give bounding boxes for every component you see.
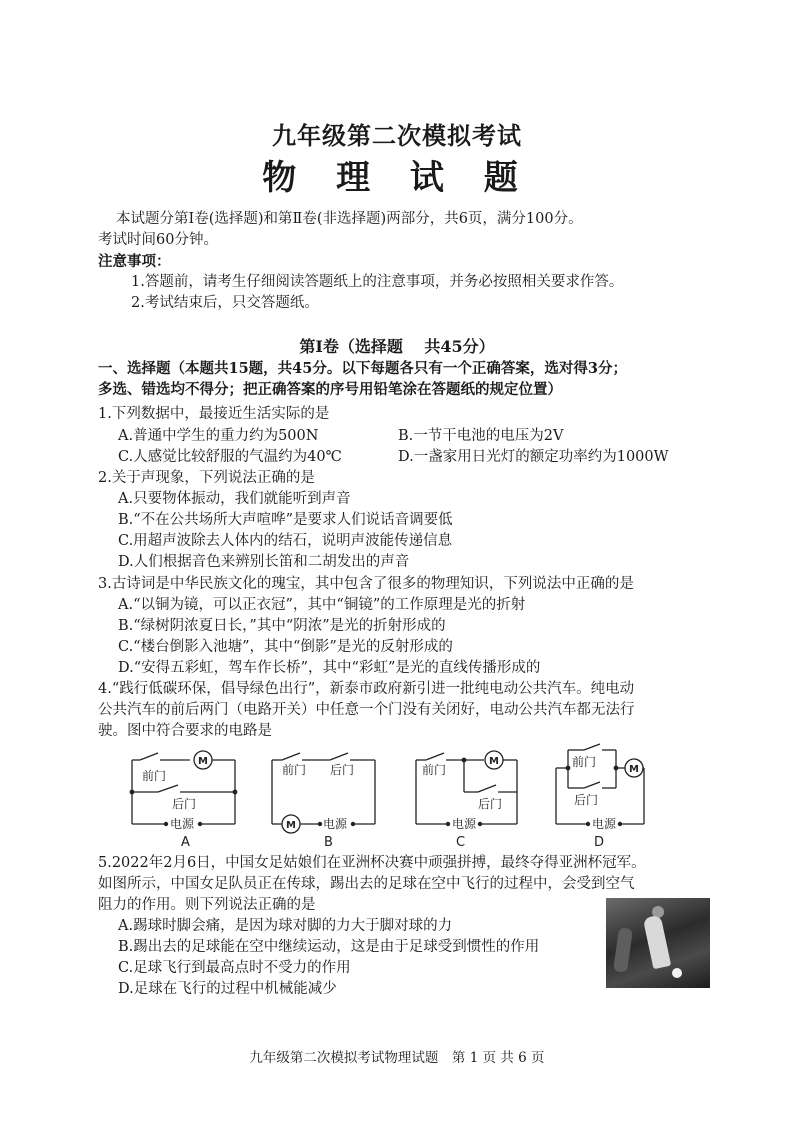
circuit-c-front-label: 前门: [422, 763, 447, 777]
circuit-c: [416, 751, 517, 824]
subject-title: 物 理 试 题: [262, 158, 532, 198]
circuit-c-motor-label: M: [489, 756, 499, 767]
page-footer: 九年级第二次模拟考试物理试题 第 1 页 共 6 页: [249, 1050, 545, 1066]
circuit-b-back-label: 后门: [330, 763, 355, 777]
q3-option-a: A.“以铜为镜，可以正衣冠”，其中“铜镜”的工作原理是光的折射: [118, 597, 526, 613]
q3-option-b: B.“绿树阴浓夏日长，”其中“阴浓”是光的折射形成的: [118, 618, 446, 634]
circuit-c-source-label: 电源: [452, 817, 477, 831]
football: [672, 968, 682, 978]
intro-line-2: 考试时间60分钟。: [98, 232, 218, 248]
q5-option-a: A.踢球时脚会痛，是因为球对脚的力大于脚对球的力: [118, 918, 453, 934]
circuit-d-caption: D: [594, 835, 605, 850]
circuit-a-source-label: 电源: [170, 817, 195, 831]
player-figure: [643, 915, 671, 970]
section-instruction-2: 多选、错选均不得分；把正确答案的序号用铅笔涂在答题纸的规定位置）: [98, 381, 562, 398]
circuit-a-front-label: 前门: [142, 769, 167, 783]
circuit-d-motor-label: M: [629, 764, 639, 775]
q4-line-1: 4.“践行低碳环保，倡导绿色出行”，新泰市政府新引进一批纯电动公共汽车。纯电动: [98, 681, 635, 697]
circuit-b-caption: B: [324, 835, 333, 850]
q1-option-c: C.人感觉比较舒服的气温约为40℃: [118, 449, 342, 465]
intro-line-1: 本试题分第Ⅰ卷(选择题)和第Ⅱ卷(非选择题)两部分，共6页，满分100分。: [116, 211, 583, 227]
notice-title: 注意事项：: [98, 253, 171, 270]
defender-figure: [613, 927, 633, 973]
q5-option-d: D.足球在飞行的过程中机械能减少: [118, 981, 337, 997]
q2-stem: 2.关于声现象，下列说法正确的是: [98, 470, 315, 486]
q3-stem: 3.古诗词是中华民族文化的瑰宝，其中包含了很多的物理知识，下列说法中正确的是: [98, 576, 634, 592]
q3-option-c: C.“楼台倒影入池塘”，其中“倒影”是光的反射形成的: [118, 639, 453, 655]
circuit-diagrams: [0, 740, 794, 852]
circuit-c-back-label: 后门: [478, 797, 503, 811]
q4-line-2: 公共汽车的前后两门（电路开关）中任意一个门没有关闭好，电动公共汽车都无法行: [98, 702, 635, 718]
circuit-d: [556, 744, 644, 824]
section-instruction-1: 一、选择题（本题共15题，共45分。以下每题各只有一个正确答案，选对得3分；: [98, 360, 627, 377]
circuit-d-back-label: 后门: [574, 793, 599, 807]
q5-line-3: 阻力的作用。则下列说法正确的是: [98, 897, 316, 913]
circuit-a-back-label: 后门: [172, 797, 197, 811]
q5-line-2: 如图所示，中国女足队员正在传球，踢出去的足球在空中飞行的过程中，会受到空气: [98, 876, 635, 892]
circuit-b-source-label: 电源: [323, 817, 348, 831]
circuit-a: [132, 751, 235, 824]
exam-title: 九年级第二次模拟考试: [272, 121, 522, 150]
circuit-a-motor-label: M: [198, 756, 208, 767]
notice-item-1: 1.答题前，请考生仔细阅读答题纸上的注意事项，并务必按照相关要求作答。: [131, 274, 624, 290]
notice-item-2: 2.考试结束后，只交答题纸。: [131, 295, 319, 311]
q4-line-3: 驶。图中符合要求的电路是: [98, 723, 272, 739]
q3-option-d: D.“安得五彩虹，驾车作长桥”，其中“彩虹”是光的直线传播形成的: [118, 660, 541, 676]
circuit-b-motor-label: M: [286, 820, 296, 831]
q2-option-a: A.只要物体振动，我们就能听到声音: [118, 491, 351, 507]
q2-option-b: B.“不在公共场所大声喧哗”是要求人们说话音调要低: [118, 512, 453, 528]
q5-option-c: C.足球飞行到最高点时不受力的作用: [118, 960, 351, 976]
q1-option-a: A.普通中学生的重力约为500N: [118, 428, 319, 444]
circuit-a-caption: A: [181, 835, 190, 850]
circuit-d-source-label: 电源: [592, 817, 617, 831]
q5-option-b: B.踢出去的足球能在空中继续运动，这是由于足球受到惯性的作用: [118, 939, 540, 955]
circuit-b-front-label: 前门: [282, 763, 307, 777]
section-title: 第Ⅰ卷（选择题 共45分）: [299, 337, 495, 356]
circuit-c-caption: C: [456, 835, 466, 850]
q1-option-d: D.一盏家用日光灯的额定功率约为1000W: [398, 449, 669, 465]
q1-option-b: B.一节干电池的电压为2V: [398, 428, 564, 444]
q2-option-c: C.用超声波除去人体内的结石，说明声波能传递信息: [118, 533, 453, 549]
football-player-photo: [606, 898, 710, 988]
q2-option-d: D.人们根据音色来辨别长笛和二胡发出的声音: [118, 554, 410, 570]
q1-stem: 1.下列数据中，最接近生活实际的是: [98, 406, 330, 422]
circuit-d-front-label: 前门: [572, 755, 597, 769]
q5-line-1: 5.2022年2月6日，中国女足姑娘们在亚洲杯决赛中顽强拼搏，最终夺得亚洲杯冠军。: [98, 855, 646, 871]
